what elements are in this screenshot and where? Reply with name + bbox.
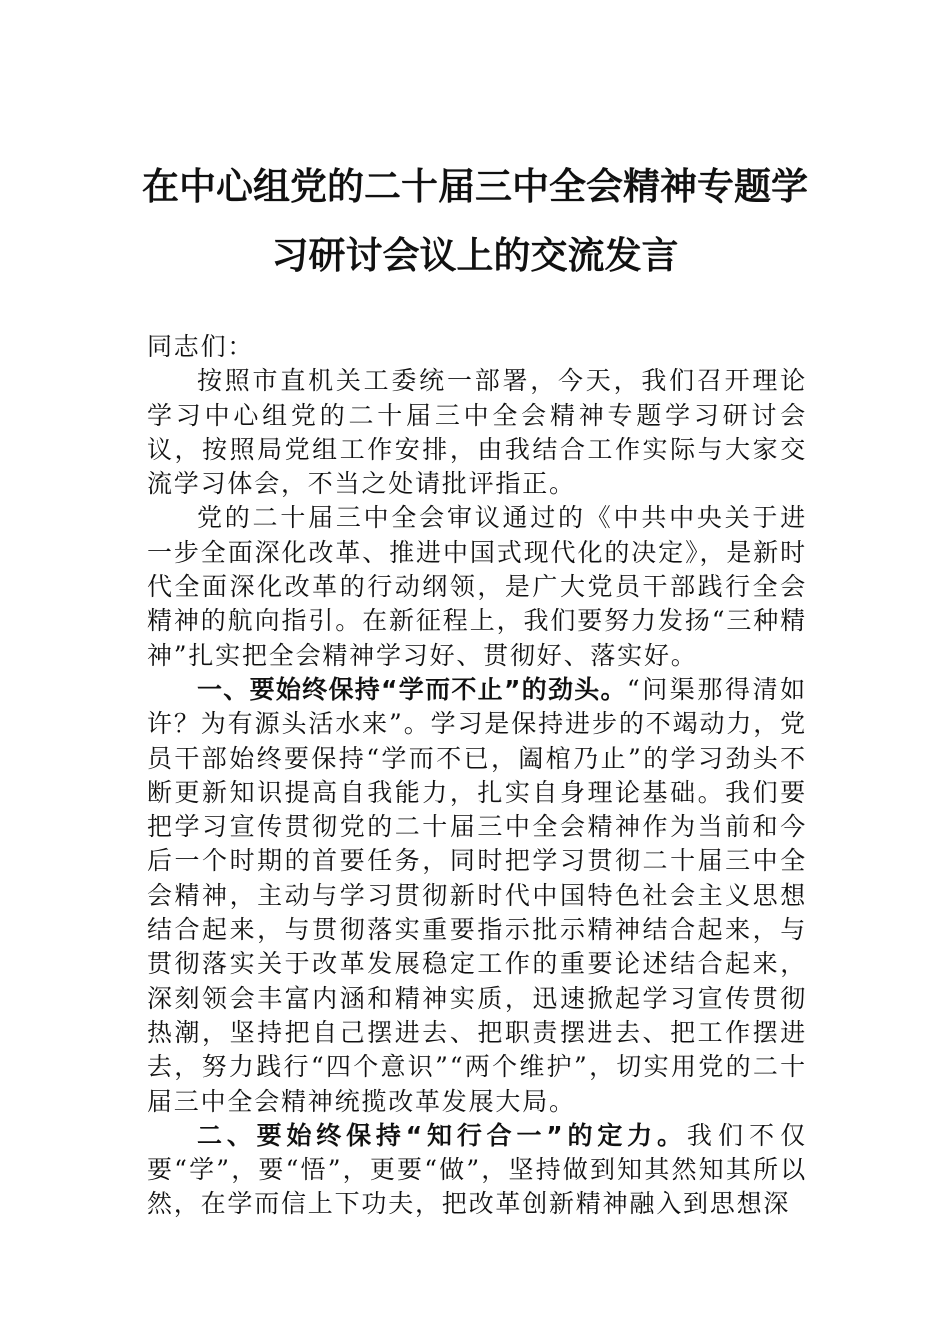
paragraph-section-1	[147, 673, 807, 1119]
document-body	[147, 330, 807, 1222]
salutation: 同志们：	[147, 332, 255, 361]
paragraph-intro	[147, 364, 807, 501]
document-title-line-1: 在中心组党的二十届三中全会精神专题学	[142, 164, 808, 208]
paragraph-decision	[147, 501, 807, 672]
paragraph-text: 按照市直机关工委统一部署，今天，我们召开理论学习中心组党的二十届三中全会精神专题学习研讨会议，按照局党组工作安排，由我结合工作实际与大家交流学习体会，不当之处请批评指正。	[147, 366, 807, 499]
paragraph-section-2	[147, 1119, 807, 1222]
section-heading: 一、要始终保持“学而不止”的劲头。	[197, 674, 627, 704]
paragraph-text: 我们不仅要“学”，要“悟”，更要“做”，坚持做到知其然知其所以然，在学而信上下功夫，把改革创新精神融入到思想深	[147, 1120, 807, 1219]
paragraph-text: 党的二十届三中全会审议通过的《中共中央关于进一步全面深化改革、推进中国式现代化的决定》，是新时代全面深化改革的行动纲领，是广大党员干部践行全会精神的航向指引。在新征程上，我们要努力发扬“三种精神”扎实把全会精神学习好、贯彻好、落实好。	[147, 503, 807, 670]
document-title-line-2: 习研讨会议上的交流发言	[271, 233, 679, 277]
section-heading: 二、要始终保持“知行合一”的定力。	[197, 1120, 687, 1150]
paragraph-text: “问渠那得清如许？为有源头活水来”。学习是保持进步的不竭动力，党员干部始终要保持“学而不已，阖棺乃止”的学习劲头不断更新知识提高自我能力，扎实自身理论基础。我们要把学习宣传贯彻党的二十届三中全会精神作为当前和今后一个时期的首要任务，同时把学习贯彻二十届三中全会精神，主动与学习贯彻新时代中国特色社会主义思想结合起来，与贯彻落实重要指示批示精神结合起来，与贯彻落实关于改革发展稳定工作的重要论述结合起来，深刻领会丰富内涵和精神实质，迅速掀起学习宣传贯彻热潮，坚持把自己摆进去、把职责摆进去、把工作摆进去，努力践行“四个意识”“两个维护”，切实用党的二十届三中全会精神统揽改革发展大局。	[147, 674, 807, 1116]
